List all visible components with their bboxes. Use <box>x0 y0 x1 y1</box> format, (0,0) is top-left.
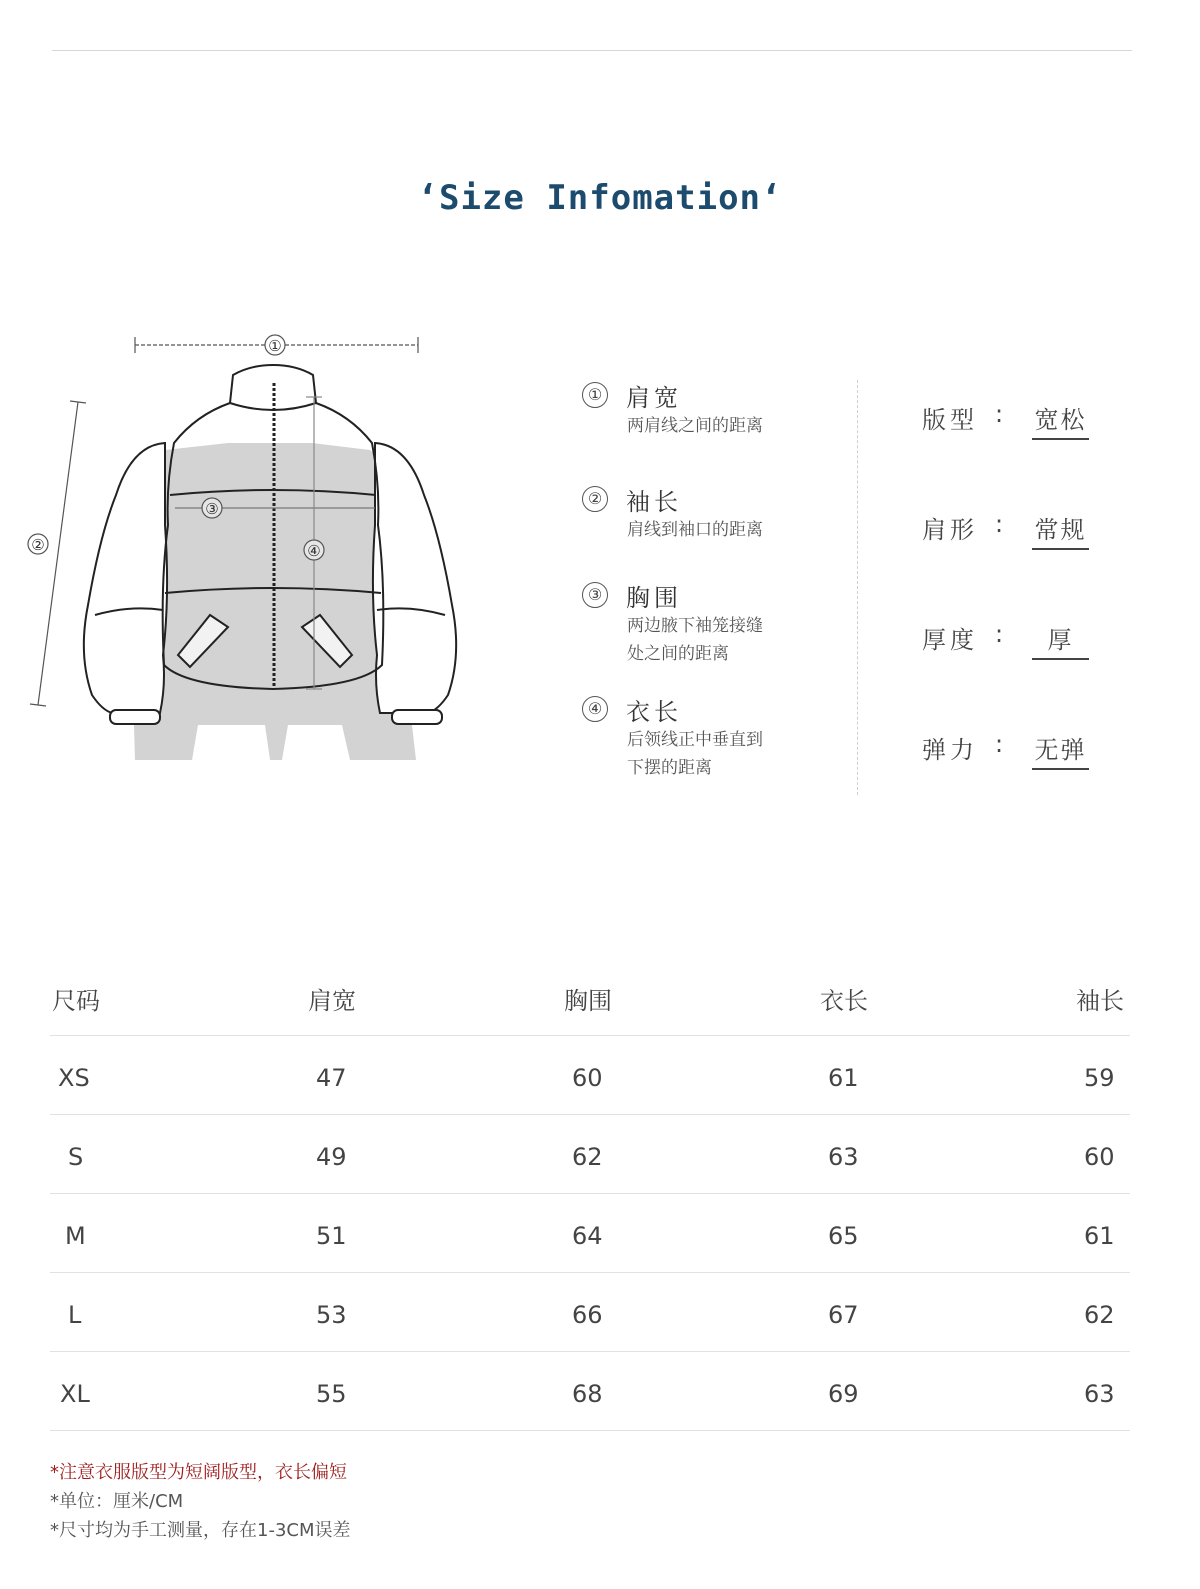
table-row <box>50 1194 1130 1273</box>
legend-item-chest <box>582 578 842 668</box>
right-cuff <box>392 710 442 724</box>
property-thickness <box>922 618 1122 662</box>
legend-description: 两边腋下袖笼接缝 处之间的距离 <box>627 616 763 664</box>
header-size: 尺码 <box>52 987 100 1015</box>
right-sleeve <box>373 443 456 713</box>
cell-chest: 68 <box>572 1380 603 1408</box>
header-shoulder: 肩宽 <box>308 987 356 1015</box>
fit-warning-note: *注意衣服版型为短阔版型，衣长偏短 <box>50 1462 347 1483</box>
marker-sleeve: ② <box>31 536 45 554</box>
property-colon: : <box>995 510 1004 538</box>
marker-chest: ③ <box>205 500 219 518</box>
property-shoulder-shape <box>922 508 1122 552</box>
page-title: ‘Size Infomation‘ <box>417 178 783 218</box>
property-label: 厚度 <box>922 626 978 654</box>
legend-title: 衣长 <box>626 697 682 726</box>
legend-number: ② <box>582 486 608 512</box>
table-header-row <box>50 962 1130 1036</box>
legend-title: 肩宽 <box>626 383 682 412</box>
marker-length: ④ <box>307 542 321 560</box>
cell-shoulder: 47 <box>316 1064 347 1092</box>
marker-shoulder: ① <box>268 337 282 355</box>
cell-length: 63 <box>828 1143 859 1171</box>
cell-size: XL <box>60 1380 90 1408</box>
property-label: 肩形 <box>922 516 978 544</box>
legend-description: 后领线正中垂直到 下摆的距离 <box>627 730 763 778</box>
cell-size: L <box>68 1301 82 1329</box>
cell-size: S <box>68 1143 84 1171</box>
table-row <box>50 1352 1130 1431</box>
cell-shoulder: 49 <box>316 1143 347 1171</box>
header-sleeve: 袖长 <box>1076 987 1124 1015</box>
legend-title: 袖长 <box>626 487 682 516</box>
property-value: 厚 <box>1032 620 1089 660</box>
top-divider <box>52 50 1132 51</box>
cell-sleeve: 61 <box>1084 1222 1115 1250</box>
cell-size: XS <box>58 1064 90 1092</box>
property-colon: : <box>995 730 1004 758</box>
cell-length: 61 <box>828 1064 859 1092</box>
cell-chest: 60 <box>572 1064 603 1092</box>
cell-sleeve: 62 <box>1084 1301 1115 1329</box>
left-sleeve <box>84 443 167 713</box>
cell-shoulder: 53 <box>316 1301 347 1329</box>
cell-shoulder: 51 <box>316 1222 347 1250</box>
property-elasticity <box>922 728 1122 772</box>
jacket-measurement-diagram <box>20 325 500 765</box>
legend-number: ④ <box>582 696 608 722</box>
size-notes <box>50 1458 750 1545</box>
cell-shoulder: 55 <box>316 1380 347 1408</box>
measurement-error-note: *尺寸均为手工测量，存在1-3CM误差 <box>50 1520 351 1541</box>
property-label: 版型 <box>922 406 978 434</box>
property-label: 弹力 <box>922 736 978 764</box>
property-value: 无弹 <box>1032 730 1089 770</box>
size-table <box>50 962 1130 1431</box>
legend-number: ① <box>582 382 608 408</box>
cell-sleeve: 59 <box>1084 1064 1115 1092</box>
property-value: 常规 <box>1032 510 1089 550</box>
legend-number: ③ <box>582 582 608 608</box>
cell-length: 69 <box>828 1380 859 1408</box>
header-length: 衣长 <box>820 987 868 1015</box>
unit-note: *单位：厘米/CM <box>50 1491 184 1512</box>
vertical-divider <box>857 380 858 795</box>
cell-size: M <box>65 1222 86 1250</box>
header-chest: 胸围 <box>564 987 612 1015</box>
legend-item-shoulder <box>582 378 842 440</box>
cell-sleeve: 60 <box>1084 1143 1115 1171</box>
property-value: 宽松 <box>1032 400 1089 440</box>
cell-length: 65 <box>828 1222 859 1250</box>
legend-title: 胸围 <box>626 583 682 612</box>
table-row <box>50 1115 1130 1194</box>
table-row <box>50 1036 1130 1115</box>
legend-item-length <box>582 692 842 782</box>
cell-chest: 66 <box>572 1301 603 1329</box>
legend-description: 两肩线之间的距离 <box>627 416 763 436</box>
property-colon: : <box>995 400 1004 428</box>
cell-sleeve: 63 <box>1084 1380 1115 1408</box>
left-cuff <box>110 710 160 724</box>
table-row <box>50 1273 1130 1352</box>
cell-chest: 62 <box>572 1143 603 1171</box>
cell-chest: 64 <box>572 1222 603 1250</box>
property-fit <box>922 398 1122 442</box>
legend-description: 肩线到袖口的距离 <box>627 520 763 540</box>
legend-item-sleeve <box>582 482 842 544</box>
property-colon: : <box>995 620 1004 648</box>
cell-length: 67 <box>828 1301 859 1329</box>
